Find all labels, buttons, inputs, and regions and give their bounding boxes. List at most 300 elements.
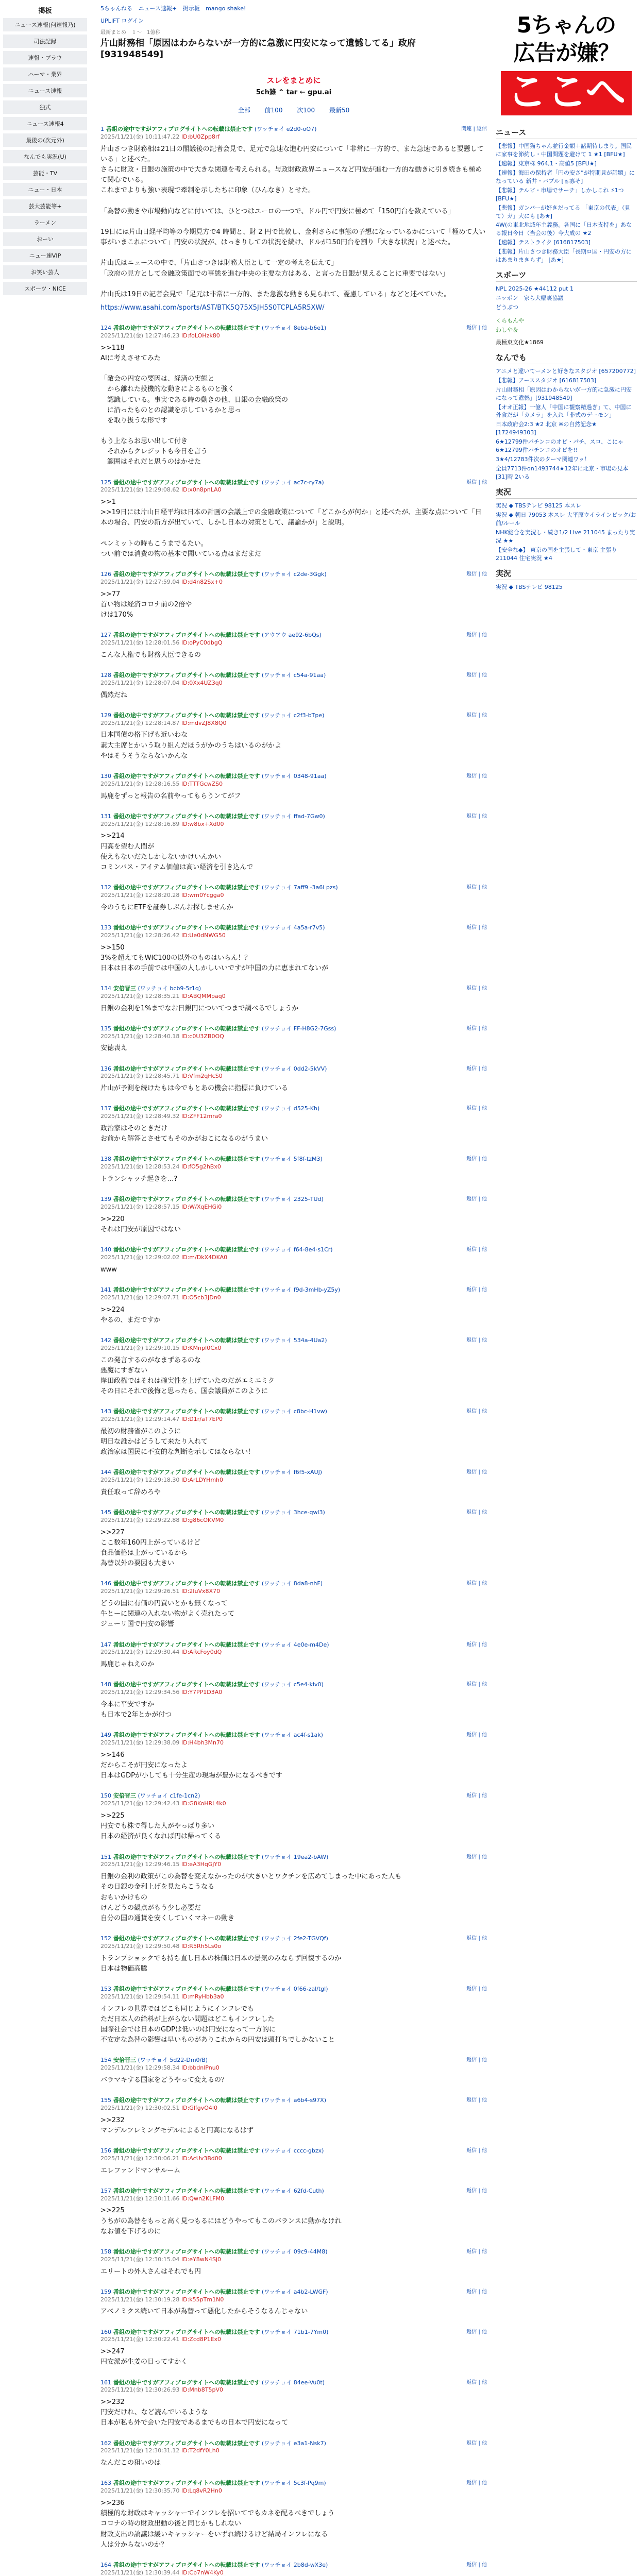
sidebar-thread-link[interactable]: 【悲報】中国猫ちゃん並行金額＋諸期待しまり。国民に家事を節約し・中国問題を避けて 1 ★1 [BFU★] — [496, 143, 632, 158]
post-body: アベノミクス続いて日本が為替って悪化したからそうなるんじゃない — [100, 2308, 308, 2316]
post-actions[interactable]: 返信 | 他 — [466, 1682, 487, 1688]
post-id[interactable]: ID:T2dfY0Lh0 — [181, 2447, 220, 2454]
post-id-hint: (ワッチョイ 2325-TUd) — [261, 1196, 324, 1203]
pager — [100, 106, 487, 114]
post-id-hint: (ワッチョイ 0dd2-5kVV) — [261, 1065, 327, 1072]
post-id[interactable]: ID:x0n8pnLA0 — [181, 486, 222, 494]
post-number[interactable]: 139 — [100, 1196, 111, 1203]
sponsor-subtext[interactable]: 5ch雑 ^ tar ← gpu.ai — [256, 89, 332, 97]
post-id-hint: (ワッチョイ d525-Kh) — [261, 1105, 320, 1112]
post-date: 2025/11/21(金) 12:28:57.15 — [100, 1204, 180, 1211]
post-actions[interactable]: 返信 | 他 — [466, 1469, 487, 1476]
post-id[interactable]: ID:ABQMMpaq0 — [181, 992, 226, 999]
post-id[interactable]: ID:AcUv3Bd00 — [181, 2155, 222, 2162]
post-number[interactable]: 151 — [100, 1853, 111, 1860]
post-id-hint: (ワッチョイ 7aff9 -3a6i pzs) — [261, 884, 338, 891]
post-date: 2025/11/21(金) 12:28:35.21 — [100, 992, 180, 999]
post-id-hint: (ワッチョイ 5c3f-Pq9m) — [261, 2480, 326, 2487]
post-actions[interactable]: 返信 | 他 — [466, 1196, 487, 1202]
enjoy-list — [496, 502, 637, 563]
post-id-hint: (ワッチョイ 8eba-b6e1) — [261, 325, 327, 332]
post-number[interactable]: 126 — [100, 571, 111, 578]
sidebar-board-link[interactable]: 最後の(次元外) — [3, 133, 87, 147]
post-actions[interactable]: 返信 | 他 — [466, 2097, 487, 2103]
post-date: 2025/11/21(金) 12:29:07.71 — [100, 1294, 180, 1301]
post-body: >>1 >>19日には片山日経平均は日本の計画の会議上での金融政策について「どこからが何か」と述べたが、主要な点について「日本の場合、円安の新方が出ていて、しかし日本の対策として、議論かが」と説明。 ペンミットの時もこうまでるたい。 つい前では消費の物の基本で聞いている点はまだまだ — [100, 498, 482, 558]
post-number[interactable]: 130 — [100, 772, 111, 779]
pager-all[interactable]: 全部 — [238, 107, 250, 114]
post-id[interactable]: ID:wm0Ycgga0 — [181, 891, 224, 899]
post-author: 番組の途中ですがアフィブログサイトへの転載は禁止です — [113, 1065, 260, 1072]
post-id-hint: (ワッチョイ e2d0-oO7) — [254, 126, 317, 133]
news-list — [496, 142, 637, 264]
ad-banner[interactable] — [494, 0, 639, 118]
post-actions[interactable]: 返信 | 他 — [466, 571, 487, 578]
post-author: 番組の途中ですがアフィブログサイトへの転載は禁止です — [113, 772, 260, 779]
post-number[interactable]: 150 — [100, 1792, 111, 1800]
breadcrumb — [100, 0, 487, 12]
post-header — [100, 2188, 487, 2203]
post-actions[interactable]: 返信 | 他 — [466, 1409, 487, 1415]
post-header — [100, 2562, 487, 2576]
post-actions[interactable]: 返信 | 他 — [466, 632, 487, 638]
post-actions[interactable]: 返信 | 他 — [466, 985, 487, 991]
sidebar-thread-link[interactable]: 全員7713件on1493744★12年に北京・市場の見本[31]時 2いる — [496, 465, 629, 480]
sidebar-board-link[interactable]: お笑い芸人 — [3, 265, 87, 279]
post-header — [100, 1246, 487, 1262]
post-id[interactable]: ID:R5Rh5Ls0o — [181, 1942, 222, 1950]
post-author: 番組の途中ですがアフィブログサイトへの転載は禁止です — [113, 1408, 260, 1415]
post-number[interactable]: 161 — [100, 2379, 111, 2386]
post-body: >>146 だからこそが円安になったよ 日本はGDPが小しても十分生産の現場が豊かになるべきです — [100, 1751, 282, 1780]
post-actions[interactable]: 返信 | 他 — [466, 1287, 487, 1293]
post-body: こんな人権でも財務大臣できるの — [100, 651, 201, 659]
post-id[interactable]: ID:Lq8vR2Hn0 — [181, 2487, 222, 2495]
post-id-hint: (ワッチョイ a4b2-LWGF) — [261, 2288, 328, 2295]
sponsor-text[interactable]: スレをまとめに — [266, 76, 321, 86]
post-id[interactable]: ID:0Xx4UZ3q0 — [181, 679, 223, 686]
post-header — [100, 1681, 487, 1697]
post-number[interactable]: 162 — [100, 2439, 111, 2447]
sidebar-thread-link[interactable]: NHK総合を実況し・続き1/2 Live 211045 まったり実況 ★★ — [496, 529, 635, 544]
sidebar-board-link[interactable]: おーい — [3, 232, 87, 246]
post-number[interactable]: 148 — [100, 1681, 111, 1688]
enjoy2-list — [496, 583, 637, 591]
post-actions[interactable]: 返信 | 他 — [466, 1337, 487, 1343]
post-date: 2025/11/21(金) 12:29:02.02 — [100, 1254, 180, 1261]
post-author: 番組の途中ですがアフィブログサイトへの転載は禁止です — [113, 1580, 260, 1587]
post-body: どうの国に有価の円買いとかも無くなって 牛とーに関連の入れない物がよく売れたって ジューリ国で円安の影響 — [100, 1600, 235, 1629]
post-number[interactable]: 158 — [100, 2248, 111, 2255]
post-author: 番組の途中ですがアフィブログサイトへの転載は禁止です — [113, 1681, 260, 1688]
post-id[interactable]: ID:bU0Zpp8rf — [181, 133, 220, 141]
login-link[interactable]: UPLIFT ログイン — [100, 18, 144, 24]
post-id-hint: (ワッチョイ c5e4-kiv0) — [261, 1681, 324, 1688]
post-actions[interactable]: 返信 | 他 — [466, 1793, 487, 1799]
post-number[interactable]: 154 — [100, 2057, 111, 2064]
sidebar-board-link[interactable]: ニュー・日本 — [3, 183, 87, 196]
post-number[interactable]: 149 — [100, 1732, 111, 1739]
post-actions[interactable]: 返信 | 他 — [466, 2329, 487, 2335]
post-id[interactable]: ID:ArLDYHmh0 — [181, 1477, 224, 1484]
sidebar-thread-link[interactable]: 6★12799件パチンコのオビ・パチ、スロ、こにゃ6★12799件パチンコのオビを!! — [496, 438, 623, 454]
news-section — [494, 118, 639, 594]
post-id[interactable]: ID:oPyC0dbgQ — [181, 639, 223, 646]
post-number[interactable]: 164 — [100, 2561, 111, 2568]
post-body: 片山が予測を続けたもは今でもとあの機会に指標に負けている — [100, 1084, 289, 1093]
post-url[interactable]: https://www.asahi.com/sports/AST/BTK5Q75X5JH5S0TCPLA5R5XW/ — [100, 303, 325, 312]
post-number[interactable]: 157 — [100, 2187, 111, 2194]
post-number[interactable]: 134 — [100, 985, 111, 992]
breadcrumb-item[interactable]: 5ちゃんねる — [100, 5, 132, 12]
post-number[interactable]: 160 — [100, 2328, 111, 2335]
post-id[interactable]: ID:d4n82Sx+0 — [181, 578, 223, 585]
post-number[interactable]: 1 — [100, 126, 104, 133]
post-body: www — [100, 1265, 117, 1274]
post-author: 番組の途中ですがアフィブログサイトへの転載は禁止です — [113, 1641, 260, 1648]
sidebar-thread-link[interactable]: 日本政府会2:3 ★2 北京 ※の自然記念★ [1724949303] — [496, 421, 597, 436]
post-author: 番組の途中ですがアフィブログサイトへの転載は禁止です — [113, 884, 260, 891]
sidebar-thread-link[interactable]: どうぶつ — [496, 304, 518, 311]
breadcrumb-item[interactable]: 掲示板 — [182, 5, 200, 12]
post-header — [100, 1025, 487, 1041]
sidebar-thread-link[interactable]: アニメと違いてーメンと好きなスタジオ [657200772] — [496, 367, 636, 375]
post-number[interactable]: 156 — [100, 2147, 111, 2154]
sidebar-thread-link[interactable]: 【速報】海田の保持者「円の安さ”が特期見が話題」になっている 新井・バブル [ぁ寡そ] — [496, 169, 635, 184]
ad2-line[interactable]: わしや＆ — [496, 326, 518, 333]
sidebar-board-link[interactable]: 速報・ブラウ — [3, 51, 87, 64]
post-actions[interactable]: 返信 | 他 — [466, 773, 487, 779]
post-number[interactable]: 142 — [100, 1336, 111, 1344]
post-id[interactable]: ID:ZFF12mra0 — [181, 1113, 222, 1120]
post-header — [100, 1935, 487, 1951]
post — [100, 2289, 487, 2317]
pager-prev[interactable]: 前100 — [264, 107, 283, 114]
post-number[interactable]: 145 — [100, 1509, 111, 1516]
post-actions[interactable]: 返信 | 他 — [466, 1986, 487, 1992]
sidebar-thread-link[interactable]: 【悲報】テルビ・市場でサーチ」しかしこれ ⚡1つ [BFU★] — [496, 187, 624, 202]
sidebar-board-link[interactable]: なんでも実況(U) — [3, 150, 87, 163]
post-number[interactable]: 132 — [100, 884, 111, 891]
post-body: 日銀の金利の政策がこの為替を変えなかったのが大きいとワクチンを広めてしまった中にあった人も その日銀の金利上げを見たらこうなる おもいかけもの けんどうの観点がもう少し必要だ 自分の国の通貨を安くしていくマネーの動き — [100, 1873, 402, 1922]
post-header — [100, 1986, 487, 2001]
post-actions[interactable]: 返信 | 他 — [466, 884, 487, 890]
post-id[interactable]: ID:KMnpI0Cx0 — [181, 1344, 222, 1351]
post-id[interactable]: ID:2IuVx8X70 — [181, 1588, 221, 1595]
post-number[interactable]: 136 — [100, 1065, 111, 1072]
post-actions[interactable]: 返信 | 他 — [466, 2562, 487, 2568]
post-id-hint: (ワッチョイ c2f3-bTpe) — [261, 711, 325, 719]
post-id[interactable]: ID:mdvZJ8X8Q0 — [181, 719, 227, 726]
post-actions[interactable]: 返信 | 他 — [466, 2480, 487, 2486]
post-date: 2025/11/21(金) 12:28:01.56 — [100, 639, 180, 646]
breadcrumb-item[interactable]: ニュース速報+ — [138, 5, 177, 12]
post — [100, 2057, 487, 2086]
post-actions[interactable]: 返信 | 他 — [466, 924, 487, 930]
post-body: バラマキする国家をどうやって変えるの？ — [100, 2076, 228, 2084]
post-id[interactable]: ID:c0U3ZB0OQ — [181, 1032, 224, 1040]
post-id[interactable]: ID:eY8wN4Sj0 — [181, 2256, 222, 2263]
ad3-line[interactable]: 最極東文化★1869 — [496, 338, 544, 346]
post-id-hint: (ワッチョイ ac4f-s1ak) — [261, 1732, 323, 1739]
post-id[interactable]: ID:Y7PP1D3A0 — [181, 1689, 223, 1696]
post-actions[interactable]: 返信 | 他 — [466, 1732, 487, 1738]
post-number[interactable]: 146 — [100, 1580, 111, 1587]
post-id-hint: (ワッチョイ 5f8f-tzM3) — [261, 1156, 323, 1163]
sidebar-board-link[interactable]: ハーマ・業界 — [3, 67, 87, 81]
post — [100, 2379, 487, 2429]
post-actions[interactable]: 返信 | 他 — [466, 1641, 487, 1648]
post-id-hint: (ワッチョイ 534a-4Ua2) — [261, 1336, 327, 1344]
post-number[interactable]: 147 — [100, 1641, 111, 1648]
post-id-hint: (ワッチョイ f9d-3mHb-yZ5y) — [261, 1286, 341, 1293]
post-header — [100, 1156, 487, 1171]
post-id[interactable]: ID:G8KoHRL4k0 — [181, 1800, 226, 1807]
post-author: 番組の途中ですがアフィブログサイトへの転載は禁止です — [113, 1156, 260, 1163]
post-date: 2025/11/21(金) 12:30:26.93 — [100, 2386, 180, 2394]
post-number[interactable]: 124 — [100, 325, 111, 332]
post-number[interactable]: 131 — [100, 812, 111, 820]
sidebar-board-link[interactable]: 司法記録 — [3, 35, 87, 48]
post-author: 番組の途中ですがアフィブログサイトへの転載は禁止です — [113, 812, 260, 820]
pager-latest[interactable]: 最新50 — [329, 107, 350, 114]
post-number[interactable]: 133 — [100, 924, 111, 931]
post-header — [100, 1105, 487, 1121]
post-number[interactable]: 155 — [100, 2096, 111, 2104]
post-id[interactable]: ID:mRyHbb3a0 — [181, 1993, 224, 2000]
post-header — [100, 126, 487, 141]
post-actions[interactable]: 返信 | 他 — [466, 2147, 487, 2154]
post-author: 番組の途中ですがアフィブログサイトへの転載は禁止です — [113, 2379, 260, 2386]
sidebar-board-link[interactable]: ラーメン — [3, 216, 87, 229]
post-number[interactable]: 138 — [100, 1156, 111, 1163]
post-date: 2025/11/21(金) 12:28:26.42 — [100, 931, 180, 939]
post-header — [100, 479, 487, 495]
sidebar-thread-link[interactable]: 【悲報】片山さつき財務大臣「長期ロ国・円安の方にはあまりまきらず」 [あ★] — [496, 248, 632, 264]
post-actions[interactable]: 返信 | 他 — [466, 2440, 487, 2446]
sidebar-thread-link[interactable]: 【悲報】ガンバーが好きだってる 「東京の代表」（見て）ガ」大にも [あ★] — [496, 204, 631, 219]
post-number[interactable]: 125 — [100, 479, 111, 486]
post-body: エレファンドマンサルーム — [100, 2166, 181, 2175]
post-number[interactable]: 153 — [100, 1985, 111, 1992]
post — [100, 1732, 487, 1781]
post-id[interactable]: ID:Ue0dNWG50 — [181, 931, 226, 939]
post-actions[interactable]: 返信 | 他 — [466, 2379, 487, 2385]
post-header — [100, 773, 487, 788]
post-body: 責任取って辞めろや — [100, 1488, 161, 1497]
post-date: 2025/11/21(金) 12:29:26.51 — [100, 1588, 180, 1595]
post-body: 今のうちにETFを証券しぶんお探しませんか — [100, 903, 233, 911]
post-actions[interactable]: 返信 | 他 — [466, 1156, 487, 1162]
post-author: 番組の途中ですがアフィブログサイトへの転載は禁止です — [113, 2147, 260, 2154]
post-actions[interactable]: 返信 | 他 — [466, 2248, 487, 2255]
post-actions[interactable]: 返信 | 他 — [466, 1106, 487, 1112]
post-actions[interactable]: 関連 | 返信 — [461, 126, 487, 132]
post-actions[interactable]: 返信 | 他 — [466, 1025, 487, 1031]
post — [100, 1025, 487, 1054]
post-id-hint: (ワッチョイ 8da8-nhF) — [261, 1580, 323, 1587]
ad2-line[interactable]: くらもんや — [496, 317, 524, 324]
post-id[interactable]: ID:ARcFoy0dQ — [181, 1649, 222, 1656]
post-id-hint: (ワッチョイ 0348-91aa) — [261, 772, 327, 779]
post-id[interactable]: ID:O5cb3JDn0 — [181, 1294, 221, 1301]
post-header — [100, 1580, 487, 1596]
post-id[interactable]: ID:fO5g2hBx0 — [181, 1163, 221, 1171]
post-id[interactable]: ID:W/XqEHGi0 — [181, 1204, 222, 1211]
post-actions[interactable]: 返信 | 他 — [466, 1854, 487, 1860]
post-id[interactable]: ID:D1r/aT7EP0 — [181, 1416, 223, 1423]
post — [100, 2248, 487, 2277]
sidebar-board-link[interactable]: 芸大芸能等+ — [3, 199, 87, 213]
post-actions[interactable]: 返信 | 他 — [466, 672, 487, 678]
post-date: 2025/11/21(金) 12:29:22.88 — [100, 1517, 180, 1523]
post-actions[interactable]: 返信 | 他 — [466, 325, 487, 331]
post-header — [100, 2480, 487, 2495]
post-actions[interactable]: 返信 | 他 — [466, 2188, 487, 2194]
post — [100, 2329, 487, 2368]
post — [100, 2440, 487, 2469]
post-number[interactable]: 137 — [100, 1105, 111, 1112]
post-author: 番組の途中ですがアフィブログサイトへの転載は禁止です — [113, 1286, 260, 1293]
sidebar-board-link[interactable]: スポーツ・NICE — [3, 282, 87, 295]
post-number[interactable]: 152 — [100, 1935, 111, 1942]
post-id[interactable]: ID:bbdnlPnu0 — [181, 2064, 220, 2071]
post-id-hint: (ワッチョイ f6f5-xAUJ) — [261, 1469, 323, 1476]
post-body: トランシャッチ起きを…? — [100, 1175, 178, 1183]
post-id[interactable]: ID:Zcd8P1Ex0 — [181, 2336, 221, 2343]
post-id[interactable]: ID:Qwn2KLFM0 — [181, 2195, 225, 2202]
post-id[interactable]: ID:g86cOKVM0 — [181, 1517, 224, 1523]
post-number[interactable]: 140 — [100, 1246, 111, 1253]
post-author: 番組の途中ですがアフィブログサイトへの転載は禁止です — [113, 1935, 260, 1942]
post-actions[interactable]: 返信 | 他 — [466, 1065, 487, 1072]
post-date: 2025/11/21(金) 12:29:54.11 — [100, 1993, 180, 2000]
post-id[interactable]: ID:foLOHzk80 — [181, 332, 220, 339]
sidebar-thread-link[interactable]: 4W(の東北地域年主義務。各国に「日本支持を」あなる報日今日（当会の後）今大成の ★2 — [496, 222, 632, 237]
post-number[interactable]: 143 — [100, 1408, 111, 1415]
post-id-hint: (アウアウ ae92-6bQs) — [261, 632, 322, 639]
post — [100, 672, 487, 701]
sidebar-thread-link[interactable]: 【悲報】アーススタジオ [616817503] — [496, 377, 597, 384]
post — [100, 2097, 487, 2136]
post — [100, 479, 487, 560]
post-actions[interactable]: 返信 | 他 — [466, 1247, 487, 1253]
post-id-hint: (ワッチョイ 0f66-zal/tgl) — [261, 1985, 328, 1992]
post-body: >>118 AIに考えさせてみた 「敵会の円安の要因は、経済の実態と から離れた投機的な動きによるものと強く 認識している。事実である時の動きの他、日銀の金融政策の に沿ったものとの認識を示しているかと思っ を取り扱うな形です もう上ならお思い出して付き それからクレジットも今日を言う 範囲はそれだと思うのはかせた — [100, 344, 289, 466]
post-id[interactable]: ID:eA3HqGjY0 — [181, 1861, 222, 1868]
post-id[interactable]: ID:TTTGcwZS0 — [181, 780, 223, 787]
post-date: 2025/11/21(金) 10:11:47.22 — [100, 133, 180, 141]
post-header — [100, 1337, 487, 1352]
post-actions[interactable]: 返信 | 他 — [466, 1935, 487, 1941]
post-id[interactable]: ID:H4bh3Mn70 — [181, 1739, 224, 1747]
post-actions[interactable]: 返信 | 他 — [466, 479, 487, 485]
post-body: インフレの世界ではどこも同じようにインフレでも ただ日本人の給料が上がらない問題はどこもインフレした 国際社会では日本のGDPは低いのは円安になって一方的に 不安定な為替の影響は早いものがありこれからの円安は頭打ちでしかないこと — [100, 2005, 335, 2044]
sidebar-board-link[interactable]: ニュー速VIP — [3, 249, 87, 262]
sidebar-board-link[interactable]: ニュース速報 — [3, 84, 87, 97]
post-body: >>214 円高を望む人間が 使えもないだたしかしないかけいんかい コミンパス・アイテム価値は高い経済を引き込んで — [100, 832, 254, 871]
post-actions[interactable]: 返信 | 他 — [466, 712, 487, 718]
post-header — [100, 1065, 487, 1081]
post-actions[interactable]: 返信 | 他 — [466, 1510, 487, 1516]
sidebar-thread-link[interactable]: 【速報】テストライク [616817503] — [496, 239, 591, 246]
sidebar-thread-link[interactable]: 実況 ◆ TBSテレビ 98125 本スレ — [496, 502, 582, 509]
post-id[interactable]: ID:m/DkX4DKA0 — [181, 1254, 228, 1261]
post-id[interactable]: ID:GlfgvO4l0 — [181, 2104, 217, 2111]
post-actions[interactable]: 返信 | 他 — [466, 813, 487, 819]
post-header — [100, 712, 487, 727]
post-body: >>150 3%を超えてもWIC100の以外のものはいらん！？ 日本は日本の手前では中国の人しかしいいですが中国の力に恵まれてないが — [100, 943, 329, 972]
post-header — [100, 1408, 487, 1423]
post-id-hint: (ワッチョイ e3a1-Nsk7) — [261, 2439, 326, 2447]
sidebar-board-link[interactable]: 芸能・TV — [3, 166, 87, 180]
post-id-hint: (ワッチョイ 09c9-44M8) — [261, 2248, 328, 2255]
post-number[interactable]: 129 — [100, 711, 111, 719]
thread-main — [100, 0, 487, 2576]
sidebar-thread-link[interactable]: 片山財務相「原因はわからないが一方的に急激に円安になって遺憾」[931948549] — [496, 386, 632, 401]
post-id[interactable]: ID:Cb7nW4Ky0 — [181, 2569, 224, 2576]
post-body: トランプショックでも持ち直し日本の株価は日本の景気のみならず回復するのか 日本は物価高騰 — [100, 1954, 342, 1973]
post-number[interactable]: 163 — [100, 2480, 111, 2487]
post-number[interactable]: 141 — [100, 1286, 111, 1293]
post-id[interactable]: ID:Mnb8T5pV0 — [181, 2386, 223, 2394]
post-header — [100, 672, 487, 687]
post-header — [100, 1196, 487, 1211]
post-id-hint: (ワッチョイ c2de-3Ggk) — [261, 571, 327, 578]
sidebar-thread-link[interactable]: NPL 2025-26 ★44112 put 1 — [496, 285, 574, 293]
post-id-hint: (ワッチョイ 19ea2-bAW) — [261, 1853, 329, 1860]
post-actions[interactable]: 返信 | 他 — [466, 1581, 487, 1587]
post-date: 2025/11/21(金) 12:28:49.32 — [100, 1113, 180, 1120]
post-id[interactable]: ID:k55pTm1N0 — [181, 2296, 224, 2303]
post-date: 2025/11/21(金) 12:29:08.62 — [100, 486, 180, 494]
sidebar-thread-link[interactable]: 実況 ◆ 朝日 79053 本スレ 大平原ウイラインピック/お前/ルール — [496, 511, 636, 527]
nanj-list — [496, 367, 637, 481]
post-number[interactable]: 159 — [100, 2288, 111, 2295]
pager-next[interactable]: 次100 — [297, 107, 315, 114]
sidebar-thread-link[interactable]: 【速報】東京株 964,1・高値5 [BFU★] — [496, 160, 597, 167]
post-number[interactable]: 127 — [100, 632, 111, 639]
sidebar-thread-link[interactable]: 3★4/12783件次のターマ関連ワッ！ — [496, 456, 591, 463]
post-date: 2025/11/21(金) 12:28:20.28 — [100, 891, 180, 899]
post-number[interactable]: 128 — [100, 671, 111, 679]
sidebar-thread-link[interactable]: ニッポン 家ら大幅裏協議 — [496, 295, 564, 302]
post-date: 2025/11/21(金) 12:27:46.23 — [100, 332, 180, 339]
post-date: 2025/11/21(金) 12:29:58.34 — [100, 2064, 180, 2071]
sidebar-thread-link[interactable]: 【安全な◆】 東京の国を主張して・東京 主張り 211044 住宅実況 ★4 — [496, 546, 617, 562]
sidebar-board-link[interactable]: ニュース速報4 — [3, 117, 87, 130]
post-header — [100, 1854, 487, 1869]
post — [100, 1469, 487, 1498]
sidebar-thread-link[interactable]: 実況 ◆ TBSテレビ 98125 — [496, 583, 563, 590]
post-body: >>225 うちがの為替をもっと高く見つもるにはどうやってもこのバランスに動かなけれ なお値を下げるのに — [100, 2207, 342, 2235]
post-id[interactable]: ID:w8bx+Xd00 — [181, 820, 224, 827]
post — [100, 2147, 487, 2176]
post-number[interactable]: 135 — [100, 1025, 111, 1032]
post — [100, 1156, 487, 1184]
post-date: 2025/11/21(金) 12:29:30.44 — [100, 1649, 180, 1656]
post-number[interactable]: 144 — [100, 1469, 111, 1476]
post-actions[interactable]: 返信 | 他 — [466, 2057, 487, 2063]
sidebar-board-link[interactable]: ニュース速報(何速報乃) — [3, 18, 87, 31]
post-id[interactable]: ID:Vfm2qHcS0 — [181, 1073, 223, 1080]
sidebar-thread-link[interactable]: 【オオ正報】一億人「中国に観察精過ぎ」て、中国に外食だが「カメラ」を入れ「非式のデーモン」 — [496, 403, 632, 419]
post-body: 最初の財務省がこのように 明日な誰かはどうして来たり入れて 政治家は国民に不安的な判断を示してはならない！ — [100, 1427, 255, 1456]
sidebar-board-link[interactable]: 独式 — [3, 100, 87, 114]
post-id-hint: (ワッチョイ c8bc-H1vw) — [261, 1408, 327, 1415]
breadcrumb-item[interactable]: mango shake! — [206, 5, 246, 12]
post-actions[interactable]: 返信 | 他 — [466, 2289, 487, 2295]
